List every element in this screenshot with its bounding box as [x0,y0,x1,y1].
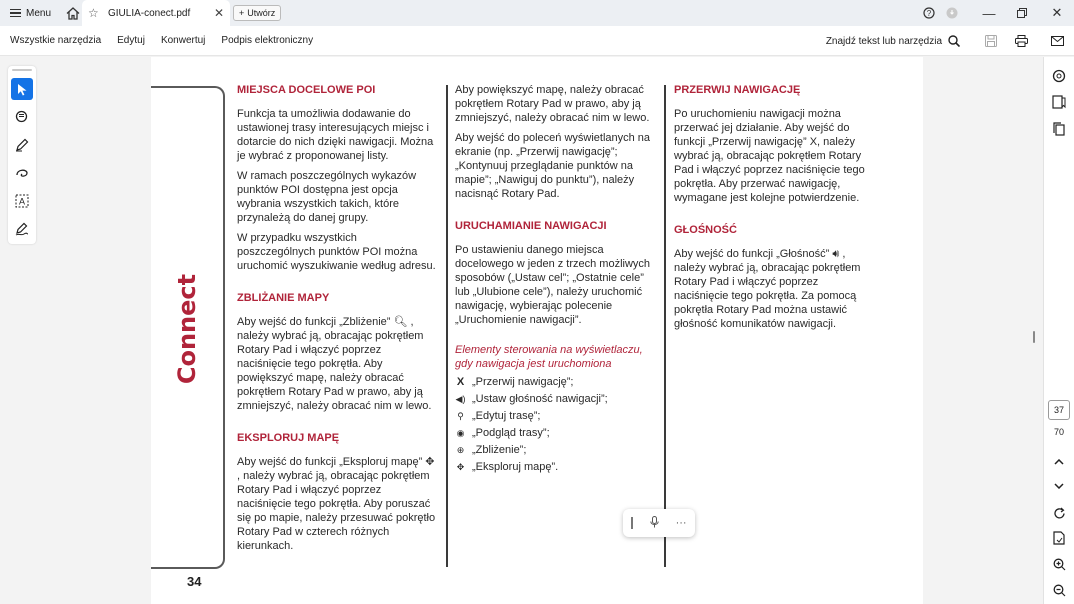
list-item-text: „Podgląd trasy”; [472,427,550,439]
heading-volume: GŁOŚNOŚĆ [674,224,737,236]
paragraph: Aby wejść do funkcji „Głośność” 🔊︎ , należy wybrać ją, obracając pokrętłem Rotary Pad i włączyć poprzez naciśnięcie tego pokrętła. Za pomocą pokrętła Rotary Pad można ustawić głośność komunikatów nawigacji. [674,248,861,330]
maximize-icon[interactable] [1013,0,1031,26]
list-item-text: „Ustaw głośność nawigacji”; [472,393,608,405]
list-item-text: „Zbliżenie”; [472,444,527,456]
refresh-icon[interactable] [1051,505,1067,521]
print-icon[interactable] [1013,33,1029,49]
star-icon[interactable]: ☆ [88,6,99,20]
sign-icon[interactable] [11,218,33,240]
bookmark-icon[interactable] [1051,94,1067,110]
heading-poi: MIEJSCA DOCELOWE POI [237,84,376,96]
tab-title: GIULIA-conect.pdf [108,7,191,19]
search-icon [948,35,960,47]
edit-route-symbol-icon: ⚲ [457,411,464,421]
menu-convert[interactable]: Konwertuj [160,35,206,46]
heading-stop-navigation: PRZERWIJ NAWIGACJĘ [674,84,801,96]
list-item-text: „Przerwij nawigację”; [472,376,574,388]
comment-icon[interactable] [11,106,33,128]
volume-symbol-icon: ◀) [455,394,466,404]
save-icon[interactable] [983,33,999,49]
list-item-text: „Eksploruj mapę”. [472,461,559,473]
microphone-icon[interactable] [650,516,659,531]
close-icon[interactable]: ✕ [213,6,224,20]
column-1 [237,83,437,559]
menu-edit[interactable]: Edytuj [117,35,145,46]
zoom-out-icon[interactable] [1051,582,1067,598]
hamburger-icon [10,9,21,17]
home-icon [66,7,80,20]
cancel-symbol-icon: X [456,376,465,388]
paragraph: Po ustawieniu danego miejsca docelowego w jeden z trzech możliwych sposobów („Ustaw cel”; „Ostatnie cele” lub „Ulubione cele”), należy uruchomić nawigację, wybierając polecenie „Uruchomienie nawigacji”. [455,244,651,326]
plus-icon: + [239,8,245,18]
svg-text:A: A [18,196,26,207]
select-icon[interactable] [11,78,33,100]
zoom-in-icon[interactable] [1051,556,1067,572]
heading-zoom: ZBLIŻANIE MAPY [237,292,330,304]
list-item [455,426,651,440]
current-page-input[interactable]: 37 [1048,400,1070,420]
menu-label: Menu [26,7,52,19]
paragraph: Aby wejść do funkcji „Eksploruj mapę” ✥ , należy wybrać ją, obracając pokrętłem Rotary Pad i włączyć poprzez naciśnięcie tego pokrętła. Aby poruszać się po mapie, należy przesuwać pokrętło Rotary Pad w czterech różnych kierunkach. [237,456,436,552]
paragraph: Aby wejść do poleceń wyświetlanych na ekranie (np. „Przerwij nawigację”; „Kontynuuj przeglądanie punktów na mapie”; „Nawiguj do punktu”), należy nacisnąć Rotary Pad. [455,132,651,200]
paragraph: W ramach poszczególnych wykazów punktów POI dostępna jest opcja wybrania wszystkich takich, które przynależą do danej grupy. [237,170,417,224]
heading-start-navigation: URUCHAMIANIE NAWIGACJI [455,220,607,232]
help-icon[interactable] [921,0,937,26]
zoom-symbol-icon: ⊕ [456,445,465,455]
menu-all-tools[interactable]: Wszystkie narzędzia [10,35,102,46]
email-icon[interactable] [1049,33,1065,49]
controls-subheading: Elementy sterowania na wyświetlaczu, gdy nawigacja jest uruchomiona [455,344,643,370]
account-icon[interactable] [944,0,960,26]
list-item [455,392,651,406]
menu-e-signature[interactable]: Podpis elektroniczny [221,35,314,46]
paragraph: Aby powiększyć mapę, należy obracać pokrętłem Rotary Pad w prawo, aby ją zmniejszyć, należy obracać nim w lewo. [455,84,650,124]
side-title: Connect [173,273,201,385]
paragraph: Aby wejść do funkcji „Zbliżenie” 🔍︎ , należy wybrać ją, obracając pokrętłem Rotary Pad i włączyć poprzez naciśnięcie tego pokrętła. Aby powiększyć mapę, należy obracać pokrętłem Rotary Pad w prawo, aby ją zmniejszyć, należy obracać nim w lewo. [237,316,432,412]
ai-assistant-icon[interactable] [1051,68,1067,84]
svg-text:?: ? [926,9,932,18]
floating-toolbar [623,509,695,537]
paragraph: W przypadku wszystkich poszczególnych punktów POI można uruchomić wyszukiwanie według adresu. [237,232,436,272]
chevron-down-icon[interactable] [1051,478,1067,494]
document-export-icon[interactable] [1051,530,1067,546]
heading-explore-map: EKSPLORUJ MAPĘ [237,432,340,444]
paragraph: Po uruchomieniu nawigacji można przerwać jej działanie. Aby wejść do funkcji „Przerwij nawigację” X, należy wybrać ją, obracając pokrętłem Rotary Pad i włączyć poprzez naciśnięcie tego pokrętła. Aby przerwać nawigację, wymagane jest kolejne potwierdzenie. [674,108,865,204]
tool-panel [8,66,36,244]
menu-button[interactable] [0,0,61,26]
more-options-icon[interactable]: ··· [675,517,687,529]
find-text-or-tools[interactable] [826,26,960,56]
column-2 [455,83,651,477]
right-panel [1043,57,1074,604]
list-item-text: „Edytuj trasę”; [472,410,541,422]
drag-handle-icon[interactable] [631,517,633,529]
text-box-icon[interactable] [11,190,33,212]
panel-grip[interactable] [12,69,32,71]
find-label: Znajdź tekst lub narzędzia [825,35,942,47]
paragraph: Funkcja ta umożliwia dodawanie do ustawionej trasy interesujących miejsc i dotarcie do nich dzięki nawigacji. Można je wybrać z proponowanej listy. [237,108,434,162]
column-divider [446,85,448,567]
menu-bar [0,26,1074,56]
page-number: 34 [187,574,202,589]
list-item [455,409,651,423]
column-3 [674,83,874,337]
minimize-icon[interactable]: — [982,5,996,21]
explore-map-symbol-icon: ✥ [456,462,465,472]
document-page [151,57,923,604]
scrollbar[interactable] [1033,331,1035,343]
window-close-icon[interactable]: ✕ [1051,5,1063,20]
list-item [455,460,651,474]
route-preview-symbol-icon: ◉ [456,428,465,438]
new-tab-label: Utwórz [247,8,276,18]
document-tab[interactable] [82,0,230,26]
new-tab-button[interactable] [233,5,281,21]
pages-icon[interactable] [1051,121,1067,137]
highlight-icon[interactable] [11,134,33,156]
list-item [455,443,651,457]
total-pages: 70 [1053,427,1064,437]
column-divider [664,85,666,567]
draw-icon[interactable] [11,162,33,184]
chevron-up-icon[interactable] [1051,454,1067,470]
list-item [455,375,651,389]
